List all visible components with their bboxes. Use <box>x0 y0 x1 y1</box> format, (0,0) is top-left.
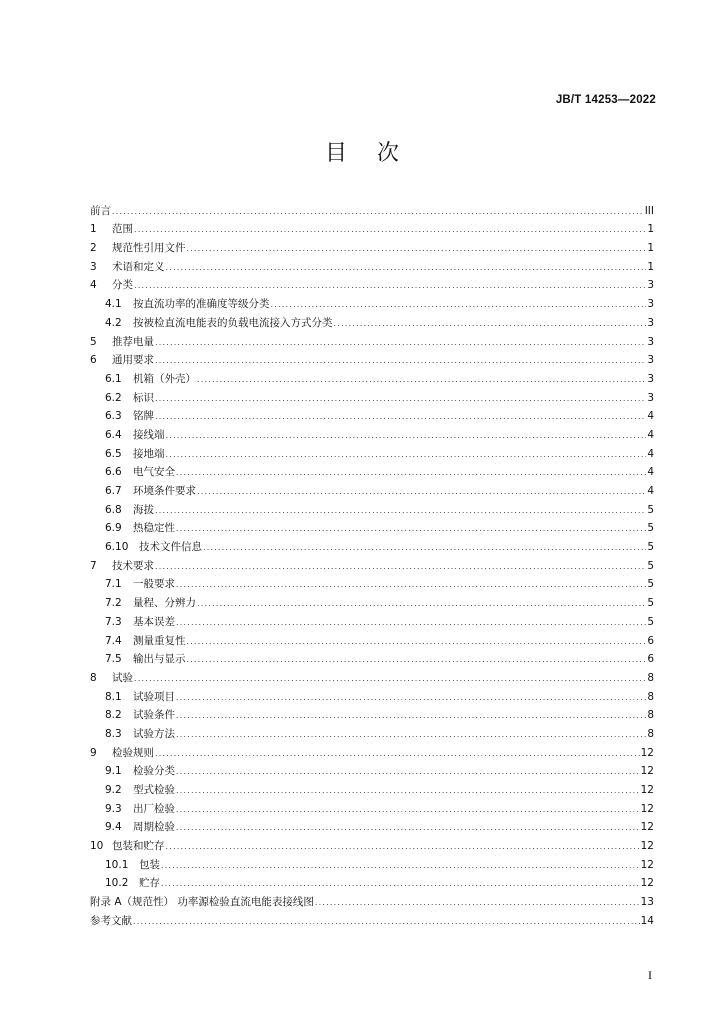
toc-entry-number: 6.9 <box>105 522 122 535</box>
toc-entry-title: 型式检验 <box>133 784 175 796</box>
toc-entry-number: 7 <box>90 559 97 572</box>
toc-entry-title: 前言 <box>90 204 111 217</box>
toc-entry[interactable] <box>90 647 654 666</box>
toc-entry-page: 12 <box>640 840 654 853</box>
toc-entry[interactable] <box>90 422 654 441</box>
toc-entry-page: 1 <box>647 242 654 255</box>
toc-dot-leader <box>155 338 646 348</box>
page-number: I <box>648 968 652 982</box>
toc-entry-title: 量程、分辨力 <box>133 597 196 610</box>
toc-entry-page: 12 <box>640 877 654 890</box>
toc-dot-leader <box>176 618 646 628</box>
toc-entry[interactable] <box>90 684 654 703</box>
toc-entry[interactable] <box>90 348 654 367</box>
toc-entry-page: 6 <box>647 653 654 666</box>
toc-entry-page: III <box>644 204 654 217</box>
toc-entry-title: 电气安全 <box>133 466 175 479</box>
toc-entry[interactable] <box>90 572 654 591</box>
toc-entry-page: 5 <box>647 522 654 535</box>
toc-entry[interactable] <box>90 852 654 871</box>
toc-dot-leader <box>176 823 640 833</box>
toc-entry-page: 5 <box>647 615 654 628</box>
toc-entry[interactable] <box>90 871 654 890</box>
toc-entry-number: 4.2 <box>105 316 122 329</box>
toc-entry[interactable] <box>90 385 654 404</box>
toc-entry[interactable] <box>90 441 654 460</box>
toc-entry-title: 推荐电量 <box>112 335 154 348</box>
toc-entry[interactable] <box>90 815 654 834</box>
toc-entry-page: 4 <box>647 485 654 497</box>
toc-entry[interactable] <box>90 497 654 516</box>
toc-entry-page: 1 <box>647 260 654 273</box>
toc-entry-title: 接线端 <box>133 428 165 441</box>
toc-entry-title: 分类 <box>112 279 133 292</box>
toc-entry-number: 4.1 <box>105 298 122 311</box>
toc-entry[interactable] <box>90 740 654 759</box>
toc-entry-title: 试验项目 <box>133 690 175 703</box>
toc-entry-number: 7.3 <box>105 615 122 628</box>
toc-entry-page: 4 <box>647 447 654 460</box>
toc-dot-leader <box>134 674 646 684</box>
toc-entry[interactable] <box>90 889 654 908</box>
table-of-contents <box>90 198 654 927</box>
toc-dot-leader <box>176 786 640 796</box>
toc-entry[interactable] <box>90 329 654 348</box>
toc-entry-title: 出厂检验 <box>133 802 175 815</box>
toc-entry-number: 9.2 <box>105 784 122 796</box>
toc-dot-leader <box>112 207 644 217</box>
toc-entry[interactable] <box>90 628 654 647</box>
toc-entry[interactable] <box>90 721 654 740</box>
toc-dot-leader <box>161 879 640 889</box>
toc-dot-leader <box>155 749 640 759</box>
toc-entry-title: 按直流功率的准确度等级分类 <box>133 298 270 311</box>
toc-entry[interactable] <box>90 478 654 497</box>
toc-entry-page: 8 <box>647 690 654 703</box>
toc-entry-title: 参考文献 <box>90 914 132 927</box>
toc-entry-number: 2 <box>90 242 97 255</box>
toc-entry-page: 8 <box>647 671 654 684</box>
toc-dot-leader <box>197 375 646 385</box>
toc-entry-page: 6 <box>647 634 654 647</box>
toc-entry-page: 3 <box>647 335 654 348</box>
toc-entry-number: 6 <box>90 354 97 367</box>
toc-entry-number: 6.2 <box>105 391 122 404</box>
toc-dot-leader <box>176 730 646 740</box>
toc-dot-leader <box>176 711 646 721</box>
toc-entry-page: 3 <box>647 298 654 311</box>
toc-dot-leader <box>197 487 646 497</box>
toc-entry[interactable] <box>90 291 654 310</box>
toc-dot-leader <box>176 468 646 478</box>
toc-entry-page: 12 <box>640 765 654 778</box>
toc-entry-title: 标识 <box>133 391 154 404</box>
toc-entry-title: 技术要求 <box>112 559 154 572</box>
toc-entry-number: 7.4 <box>105 634 122 647</box>
toc-entry[interactable] <box>90 796 654 815</box>
toc-entry-number: 6.10 <box>105 541 129 554</box>
toc-entry-title: 贮存 <box>139 877 160 890</box>
toc-dot-leader <box>166 431 647 441</box>
toc-entry-title: 热稳定性 <box>133 522 175 535</box>
toc-dot-leader <box>133 917 640 927</box>
toc-entry[interactable] <box>90 217 654 236</box>
toc-entry-number: 8.2 <box>105 709 122 722</box>
toc-entry-title: 机箱（外壳） <box>133 372 196 385</box>
toc-entry[interactable] <box>90 665 654 684</box>
toc-entry-page: 12 <box>640 858 654 871</box>
toc-dot-leader <box>271 300 647 310</box>
toc-entry-number: 6.5 <box>105 447 122 460</box>
toc-entry-page: 8 <box>647 709 654 722</box>
toc-entry[interactable] <box>90 273 654 292</box>
toc-entry-title: 附录 A（规范性） 功率源检验直流电能表接线图 <box>90 896 314 909</box>
toc-dot-leader <box>197 599 646 609</box>
toc-entry[interactable] <box>90 590 654 609</box>
toc-entry-title: 接地端 <box>133 447 165 460</box>
toc-entry-page: 4 <box>647 428 654 441</box>
toc-entry-page: 3 <box>647 391 654 404</box>
toc-dot-leader <box>155 506 646 516</box>
toc-entry-title: 铭牌 <box>133 410 154 423</box>
toc-entry-page: 3 <box>647 279 654 292</box>
toc-entry-page: 3 <box>647 354 654 367</box>
toc-entry[interactable] <box>90 254 654 273</box>
toc-dot-leader <box>155 412 646 422</box>
toc-entry-number: 10.1 <box>105 858 129 871</box>
toc-entry[interactable] <box>90 534 654 553</box>
toc-dot-leader <box>161 861 640 871</box>
toc-entry[interactable] <box>90 609 654 628</box>
toc-entry-page: 12 <box>640 784 654 796</box>
toc-entry-title: 检验规则 <box>112 746 154 759</box>
toc-entry-title: 周期检验 <box>133 821 175 834</box>
toc-entry-page: 13 <box>640 896 654 909</box>
toc-entry-page: 12 <box>640 821 654 834</box>
toc-entry-number: 1 <box>90 223 97 236</box>
toc-entry-number: 7.1 <box>105 578 122 591</box>
toc-entry-title: 技术文件信息 <box>139 541 202 554</box>
toc-entry-number: 5 <box>90 335 97 348</box>
toc-entry-title: 海拔 <box>133 503 154 516</box>
toc-entry-title: 包装和贮存 <box>112 840 165 853</box>
toc-entry-page: 4 <box>647 466 654 479</box>
toc-entry[interactable] <box>90 516 654 535</box>
toc-entry-number: 9.3 <box>105 802 122 815</box>
toc-entry-page: 1 <box>647 223 654 236</box>
toc-entry-page: 12 <box>640 802 654 815</box>
toc-dot-leader <box>166 450 647 460</box>
toc-entry-page: 3 <box>647 372 654 385</box>
toc-dot-leader <box>203 543 646 553</box>
toc-entry-page: 3 <box>647 316 654 329</box>
toc-entry-number: 6.7 <box>105 485 122 497</box>
toc-entry-number: 9.4 <box>105 821 122 834</box>
toc-dot-leader <box>334 319 647 329</box>
toc-dot-leader <box>176 805 640 815</box>
toc-dot-leader <box>315 898 640 908</box>
toc-dot-leader <box>187 655 647 665</box>
toc-entry[interactable] <box>90 908 654 927</box>
toc-entry-number: 6.6 <box>105 466 122 479</box>
toc-dot-leader <box>134 281 646 291</box>
toc-entry-page: 5 <box>647 597 654 610</box>
toc-entry-title: 包装 <box>139 858 160 871</box>
toc-entry[interactable] <box>90 777 654 796</box>
toc-dot-leader <box>134 225 646 235</box>
toc-entry-title: 测量重复性 <box>133 634 186 647</box>
toc-entry-title: 范围 <box>112 223 133 236</box>
toc-entry-number: 9.1 <box>105 765 122 778</box>
toc-dot-leader <box>176 693 646 703</box>
toc-dot-leader <box>166 263 647 273</box>
toc-entry[interactable] <box>90 366 654 385</box>
toc-dot-leader <box>176 524 646 534</box>
toc-entry[interactable] <box>90 404 654 423</box>
toc-dot-leader <box>176 767 640 777</box>
toc-dot-leader <box>155 562 646 572</box>
toc-entry-number: 8 <box>90 671 97 684</box>
toc-entry-page: 8 <box>647 727 654 740</box>
toc-entry-title: 试验条件 <box>133 709 175 722</box>
toc-entry-number: 9 <box>90 746 97 759</box>
toc-entry-page: 5 <box>647 578 654 591</box>
toc-entry-number: 8.3 <box>105 727 122 740</box>
toc-entry-number: 8.1 <box>105 690 122 703</box>
toc-entry-number: 6.1 <box>105 372 122 385</box>
toc-entry-page: 5 <box>647 503 654 516</box>
toc-dot-leader <box>166 842 640 852</box>
toc-entry-title: 通用要求 <box>112 354 154 367</box>
toc-dot-leader <box>155 394 646 404</box>
toc-entry-number: 10.2 <box>105 877 129 890</box>
toc-entry-page: 5 <box>647 559 654 572</box>
toc-entry[interactable] <box>90 310 654 329</box>
toc-entry[interactable] <box>90 198 654 217</box>
page-title: 目次 <box>324 141 429 166</box>
toc-entry-title: 试验方法 <box>133 727 175 740</box>
toc-entry-title: 试验 <box>112 671 133 684</box>
toc-entry-number: 10 <box>90 840 104 853</box>
toc-dot-leader <box>155 356 646 366</box>
toc-entry[interactable] <box>90 703 654 722</box>
toc-entry-title: 一般要求 <box>133 578 175 591</box>
toc-entry[interactable] <box>90 235 654 254</box>
toc-entry-page: 4 <box>647 410 654 423</box>
toc-entry-number: 4 <box>90 279 97 292</box>
toc-dot-leader <box>187 244 647 254</box>
toc-entry-number: 6.8 <box>105 503 122 516</box>
toc-entry[interactable] <box>90 759 654 778</box>
toc-entry[interactable] <box>90 833 654 852</box>
toc-entry-title: 检验分类 <box>133 765 175 778</box>
toc-entry-number: 7.2 <box>105 597 122 610</box>
toc-entry-title: 规范性引用文件 <box>112 242 186 255</box>
toc-entry-number: 6.3 <box>105 410 122 423</box>
toc-entry-number: 6.4 <box>105 428 122 441</box>
toc-entry-title: 环境条件要求 <box>133 485 196 497</box>
toc-entry-title: 按被检直流电能表的负载电流接入方式分类 <box>133 316 333 329</box>
toc-entry-title: 术语和定义 <box>112 260 165 273</box>
toc-entry[interactable] <box>90 460 654 479</box>
toc-entry-number: 3 <box>90 260 97 273</box>
toc-entry[interactable] <box>90 553 654 572</box>
toc-entry-page: 12 <box>640 746 654 759</box>
toc-entry-page: 5 <box>647 541 654 554</box>
toc-dot-leader <box>187 637 647 647</box>
toc-entry-title: 输出与显示 <box>133 653 186 666</box>
toc-dot-leader <box>176 580 646 590</box>
toc-entry-title: 基本误差 <box>133 615 175 628</box>
document-code: JB/T 14253—2022 <box>555 94 656 106</box>
toc-entry-page: 14 <box>640 914 654 927</box>
toc-entry-number: 7.5 <box>105 653 122 666</box>
